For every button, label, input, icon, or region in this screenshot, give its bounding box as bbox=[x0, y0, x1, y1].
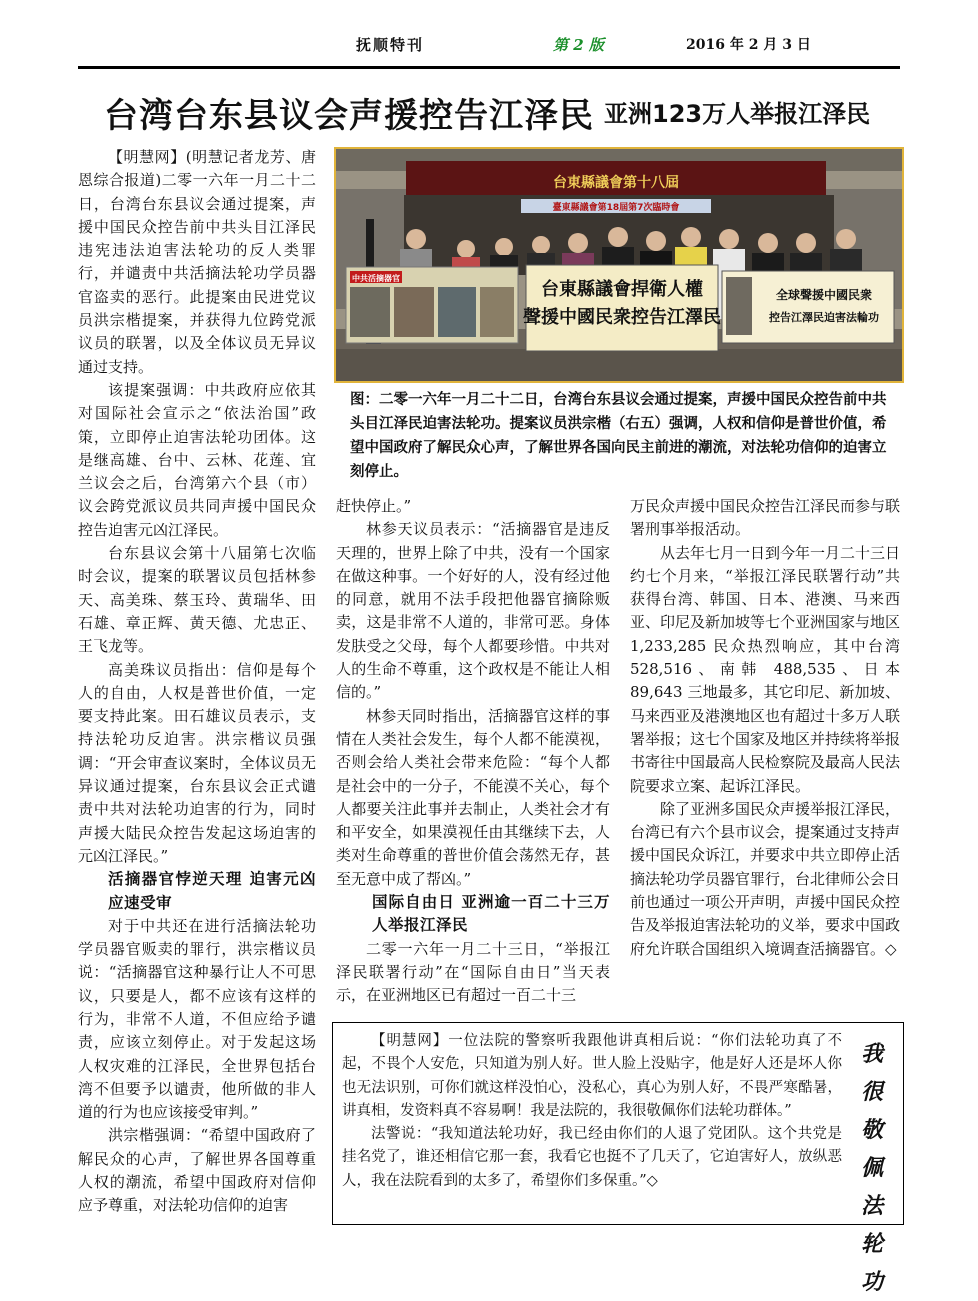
photo-illustration bbox=[336, 149, 902, 381]
article-paragraph: 林参天议员表示：“活摘器官是违反天理的，世界上除了中共，没有一个国家在做这种事。一个好好的人，没有经过他的同意，就用不法手段把他器官摘除贩卖，这是非常不人道的，非常可恶。身体发肤受之父母，每个人都要珍惜。中共对人的生命不尊重，这个政权是不能让人相信的。” bbox=[336, 520, 610, 702]
photo-caption: 图：二零一六年一月二十二日，台湾台东县议会通过提案，声援中国民众控告前中共头目江泽民迫害法轮功。提案议员洪宗楷（右五）强调，人权和信仰是普世价值，希望中国政府了解民众心声，了解世界各国向民主前进的潮流，对法轮功信仰的迫害立刻停止。 bbox=[350, 392, 887, 480]
sidebar-paragraph: 【明慧网】一位法院的警察听我跟他讲真相后说：“你们法轮功真了不起，不畏个人安危，只知道为别人好。世人脸上没贴字，他是好人还是坏人你也无法识别，可你们就这样没怕心，没私心，真心为别人好，不畏严寒酷暑，讲真相，发资料真不容易啊！我是法院的，我很敬佩你们法轮功群体。” bbox=[342, 1033, 842, 1119]
article-subheading: 活摘器官悖逆天理 迫害元凶应速受审 bbox=[108, 870, 316, 912]
article-subheading: 国际自由日 亚洲逾一百二十三万人举报江泽民 bbox=[372, 893, 610, 935]
issue-date: 2016 年 2 月 3 日 bbox=[686, 37, 811, 53]
article-column-1 bbox=[78, 146, 316, 1218]
vertical-title-char: 功 bbox=[860, 1269, 883, 1295]
vertical-title-char: 法 bbox=[860, 1193, 883, 1219]
vertical-title-char: 轮 bbox=[860, 1231, 883, 1257]
article-paragraph: 【明慧网】(明慧记者龙芳、唐恩综合报道)二零一六年一月二十二日，台湾台东县议会通过提案，声援中国民众控告前中共头目江泽民违宪违法迫害法轮功的反人类罪行，并谴责中共活摘法轮功学员器官盗卖的恶行。此提案由民进党议员洪宗楷提案，并获得九位跨党派议员的联署，以及全体议员无异议通过支持。 bbox=[78, 148, 316, 376]
article-paragraph: 二零一六年一月二十三日，“举报江泽民联署行动”在“国际自由日”当天表示，在亚洲地区已有超过一百二十三 bbox=[336, 939, 610, 1005]
sign-right-line1: 全球聲援中國民衆 bbox=[775, 288, 873, 302]
secondary-headline: 亚洲123万人举报江泽民 bbox=[604, 100, 871, 128]
article-paragraph: 台东县议会第十八届第七次临时会议，提案的联署议员包括林参天、高美珠、蔡玉玲、黄瑞华、田石雄、章正辉、黄天德、尤忠正、王飞龙等。 bbox=[78, 544, 316, 656]
vertical-title-char: 佩 bbox=[860, 1155, 883, 1181]
article-paragraph: 赶快停止。” bbox=[336, 497, 412, 515]
building-sign-text: 台東縣議會第十八屆 bbox=[553, 175, 679, 191]
article-paragraph: 除了亚洲多国民众声援举报江泽民，台湾已有六个县市议会，提案通过支持声援中国民众诉江，并要求中共立即停止活摘法轮功学员器官罪行，台北律师公会日前也通过一项公开声明，声援中国民众控告及举报迫害法轮功的义举，要求中国政府允许联合国组织入境调查活摘器官。◇ bbox=[630, 799, 901, 958]
article-paragraph: 该提案强调：中共政府应依其对国际社会宣示之“依法治国”政策，立即停止迫害法轮功团体。这是继高雄、台中、云林、花莲、宜兰议会之后，台湾第六个县（市）议会跨党派议员共同声援中国民众控告迫害元凶江泽民。 bbox=[78, 380, 316, 539]
article-paragraph: 林参天同时指出，活摘器官这样的事情在人类社会发生，每个人都不能漠视，否则会给人类社会带来危险：“每个人都是社会中的一分子，不能漠不关心，每个人都要关注此事并去制止，人类社会才有和平安全，如果漠视任由其继续下去，人类对生命尊重的普世价值会荡然无存，甚至无意中成了帮凶。” bbox=[336, 706, 610, 888]
article-paragraph: 从去年七月一日到今年一月二十三日约七个月来，“举报江泽民联署行动”共获得台湾、韩国、日本、港澳、马来西亚、印尼及新加坡等七个亚洲国家与地区 1,233,285 民众热烈响应，其中台湾 528,516、南韩 488,535、日本 89,643 三地最多，其它印尼、新加坡、马来西亚及港澳地区也有超过十多万人联署举报；这七个国家及地区并持续将举报书寄往中国最高人民检察院及最高人民法院要求立案、起诉江泽民。 bbox=[630, 543, 901, 795]
sign-right-line2: 控告江澤民迫害法輪功 bbox=[769, 311, 879, 324]
article-paragraph: 对于中共还在进行活摘法轮功学员器官贩卖的罪行，洪宗楷议员说：“活摘器官这种暴行让人不可思议，只要是人，都不应该有这样的行为，非常不人道，不但应给予谴责，应该立刻停止。对于发起这场人权灾难的江泽民，全世界包括台湾不但要予以谴责，他所做的非人道的行为也应该接受审判。” bbox=[78, 916, 316, 1122]
masthead-rule bbox=[78, 66, 900, 69]
banner-top-text: 臺東縣議會第18屆第7次臨時會 bbox=[552, 203, 680, 213]
newspaper-name: 抚顺特刊 bbox=[356, 36, 425, 54]
vertical-title-char: 我 bbox=[860, 1041, 883, 1067]
vertical-title-char: 很 bbox=[860, 1079, 883, 1105]
sign-left-line1: 台東縣議會捍衛人權 bbox=[541, 279, 703, 300]
article-paragraph: 高美珠议员指出：信仰是每个人的自由，人权是普世价值，一定要支持此案。田石雄议员表示，支持法轮功反迫害。洪宗楷议员强调：“开会审查议案时，全体议员无异议通过提案，台东县议会正式谴责中共对法轮功迫害的行为，同时声援大陆民众控告发起这场迫害的元凶江泽民。” bbox=[78, 660, 316, 865]
sidebar-vertical-title bbox=[852, 1035, 892, 1301]
sidebar-paragraph: 法警说：“我知道法轮功好，我已经由你们的人退了党团队。这个共党是挂名党了，谁还相信它那一套，我看它也挺不了几天了，它迫害好人，放纵恶人，我在法院看到的太多了，希望你们多保重。”◇ bbox=[342, 1126, 842, 1189]
article-column-3 bbox=[630, 495, 900, 961]
vertical-title-char: 敬 bbox=[860, 1117, 883, 1143]
news-photo bbox=[334, 147, 904, 383]
poster-title-text: 中共活摘器官 bbox=[352, 274, 400, 283]
article-column-2 bbox=[336, 495, 610, 1008]
main-headline: 台湾台东县议会声援控告江泽民 bbox=[104, 96, 594, 136]
sign-left-line2: 聲援中國民衆控告江澤民 bbox=[523, 307, 721, 328]
article-paragraph: 洪宗楷强调：“希望中国政府了解民众的心声，了解世界各国尊重人权的潮流，希望中国政府对信仰应予尊重，对法轮功信仰的迫害 bbox=[78, 1126, 316, 1215]
sidebar-story-text bbox=[342, 1030, 842, 1193]
page-number: 第 2 版 bbox=[553, 36, 604, 54]
article-paragraph: 万民众声援中国民众控告江泽民而参与联署刑事举报活动。 bbox=[630, 497, 901, 539]
